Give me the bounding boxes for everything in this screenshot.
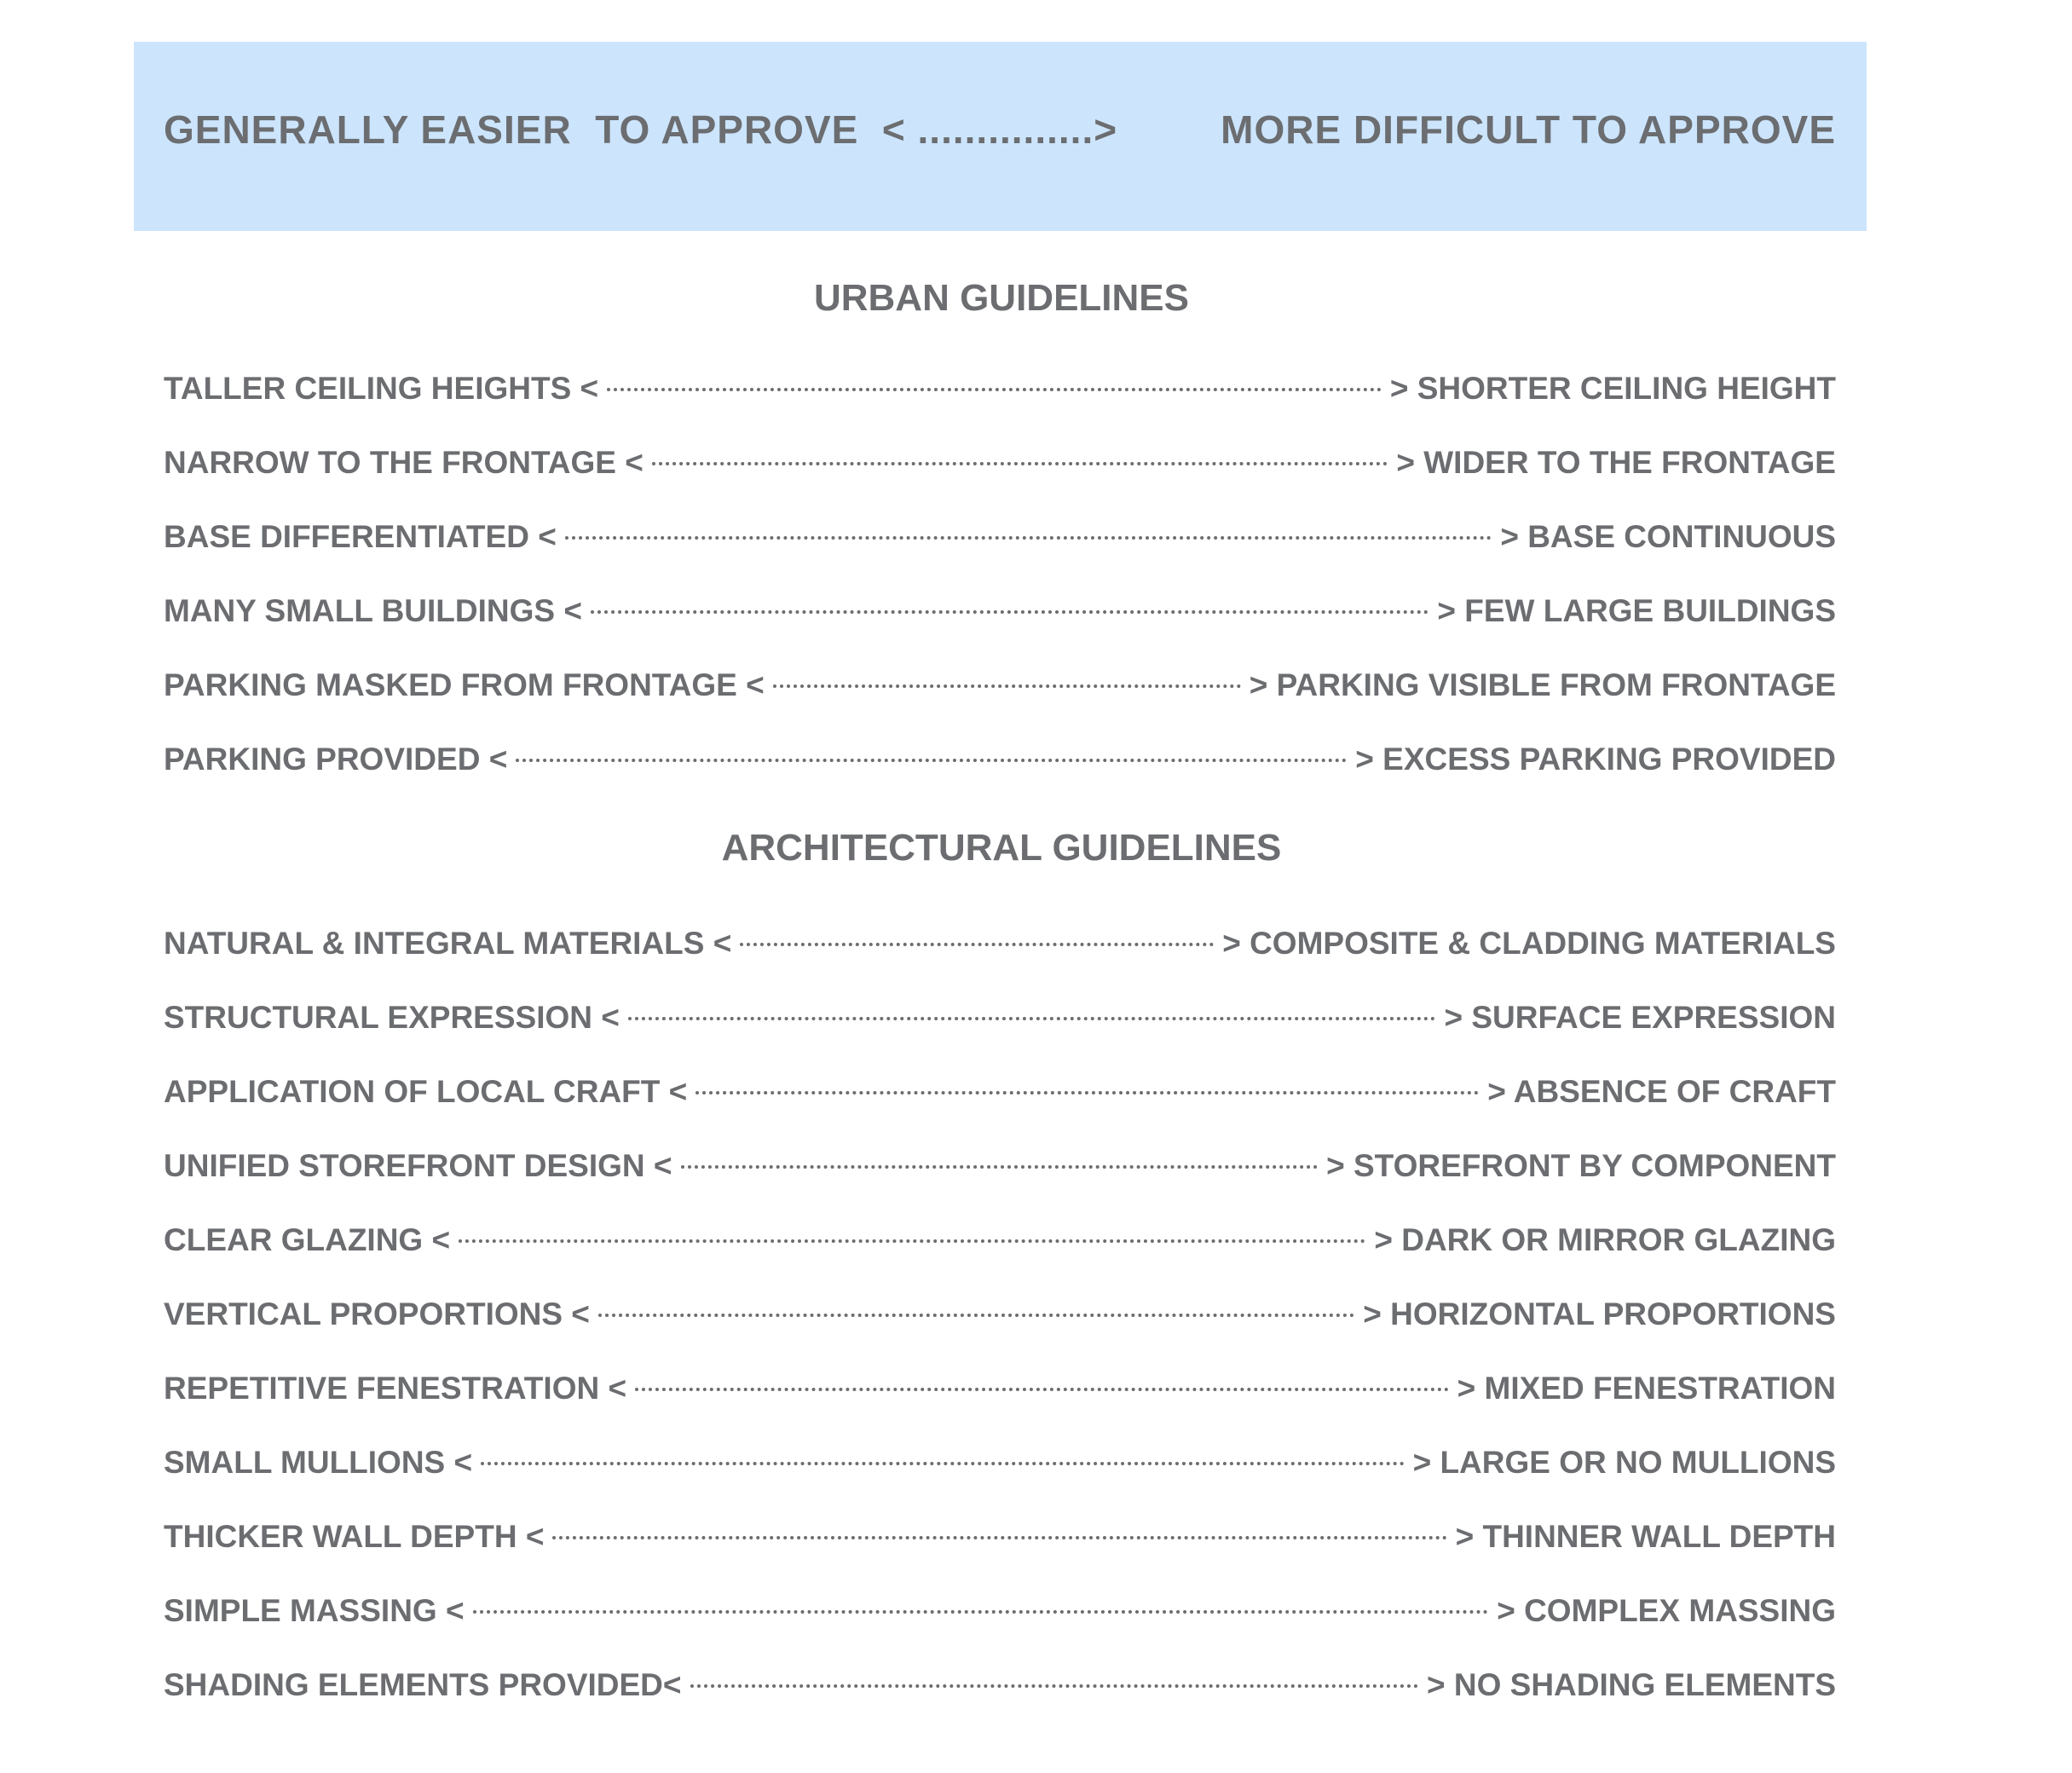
dotted-connector (459, 1239, 1365, 1243)
row-left-label: TALLER CEILING HEIGHTS < (164, 371, 599, 406)
guideline-row (164, 368, 1836, 409)
dotted-connector (773, 684, 1241, 688)
row-left-label: PARKING MASKED FROM FRONTAGE < (164, 667, 765, 702)
dotted-connector (607, 388, 1382, 391)
guideline-row (164, 1146, 1836, 1187)
row-left-label: CLEAR GLAZING < (164, 1222, 451, 1257)
guideline-row (164, 1442, 1836, 1483)
dotted-connector (628, 1017, 1435, 1020)
guideline-row (164, 665, 1836, 706)
row-left-label: SIMPLE MASSING < (164, 1593, 465, 1628)
row-left-label: APPLICATION OF LOCAL CRAFT < (164, 1074, 688, 1109)
row-right-label: > FEW LARGE BUILDINGS (1437, 593, 1836, 628)
dotted-connector (652, 462, 1388, 465)
dotted-connector (516, 759, 1347, 762)
row-left-label: MANY SMALL BUILDINGS < (164, 593, 582, 628)
row-right-label: > SURFACE EXPRESSION (1444, 1000, 1836, 1035)
row-right-label: > STOREFRONT BY COMPONENT (1326, 1148, 1836, 1183)
row-left-label: SMALL MULLIONS < (164, 1445, 473, 1480)
row-right-label: > NO SHADING ELEMENTS (1426, 1667, 1836, 1702)
guideline-row (164, 1591, 1836, 1632)
row-left-label: UNIFIED STOREFRONT DESIGN < (164, 1148, 672, 1183)
row-left-label: PARKING PROVIDED < (164, 742, 508, 777)
scale-arrow-text: < ...............> (881, 107, 1118, 152)
guideline-row (164, 442, 1836, 483)
scale-arrow (858, 107, 1221, 153)
guideline-row (164, 1071, 1836, 1112)
row-right-label: > BASE CONTINUOUS (1500, 519, 1836, 554)
row-left-label: THICKER WALL DEPTH < (164, 1519, 545, 1554)
dotted-connector (690, 1684, 1418, 1688)
guideline-row (164, 739, 1836, 780)
row-left-label: SHADING ELEMENTS PROVIDED< (164, 1667, 682, 1702)
dotted-connector (481, 1462, 1405, 1465)
row-right-label: > COMPLEX MASSING (1497, 1593, 1836, 1628)
row-left-label: STRUCTURAL EXPRESSION < (164, 1000, 620, 1035)
row-left-label: NARROW TO THE FRONTAGE < (164, 445, 644, 480)
row-left-label: BASE DIFFERENTIATED < (164, 519, 557, 554)
architectural-guidelines-title: ARCHITECTURAL GUIDELINES (721, 827, 1282, 869)
dotted-connector (552, 1536, 1447, 1539)
row-right-label: > WIDER TO THE FRONTAGE (1396, 445, 1836, 480)
easier-label: GENERALLY EASIER TO APPROVE (164, 107, 859, 152)
dotted-connector (565, 536, 1492, 540)
row-right-label: > THINNER WALL DEPTH (1455, 1519, 1836, 1554)
guideline-row (164, 1368, 1836, 1409)
row-right-label: > MIXED FENESTRATION (1457, 1371, 1836, 1406)
dotted-connector (591, 610, 1428, 614)
row-right-label: > COMPOSITE & CLADDING MATERIALS (1222, 926, 1836, 961)
row-right-label: > SHORTER CEILING HEIGHT (1389, 371, 1836, 406)
guideline-row (164, 1665, 1836, 1706)
dotted-connector (635, 1388, 1449, 1391)
guideline-row (164, 997, 1836, 1038)
row-right-label: > EXCESS PARKING PROVIDED (1355, 742, 1836, 777)
dotted-connector (473, 1610, 1488, 1614)
row-right-label: > HORIZONTAL PROPORTIONS (1363, 1297, 1836, 1331)
guideline-row (164, 1294, 1836, 1335)
guideline-row (164, 1220, 1836, 1261)
row-left-label: NATURAL & INTEGRAL MATERIALS < (164, 926, 732, 961)
harder-label: MORE DIFFICULT TO APPROVE (1221, 107, 1836, 152)
dotted-connector (598, 1314, 1354, 1317)
dotted-connector (740, 943, 1214, 946)
guideline-row (164, 591, 1836, 632)
dotted-connector (695, 1091, 1479, 1094)
row-right-label: > LARGE OR NO MULLIONS (1412, 1445, 1836, 1480)
approval-scale-header (164, 102, 1836, 157)
guideline-row (164, 517, 1836, 557)
urban-guidelines-title: URBAN GUIDELINES (813, 277, 1190, 319)
row-left-label: REPETITIVE FENESTRATION < (164, 1371, 627, 1406)
row-left-label: VERTICAL PROPORTIONS < (164, 1297, 590, 1331)
row-right-label: > ABSENCE OF CRAFT (1487, 1074, 1836, 1109)
dotted-connector (681, 1165, 1318, 1169)
guideline-row (164, 1516, 1836, 1557)
row-right-label: > PARKING VISIBLE FROM FRONTAGE (1249, 667, 1836, 702)
row-right-label: > DARK OR MIRROR GLAZING (1374, 1222, 1836, 1257)
guideline-row (164, 923, 1836, 964)
